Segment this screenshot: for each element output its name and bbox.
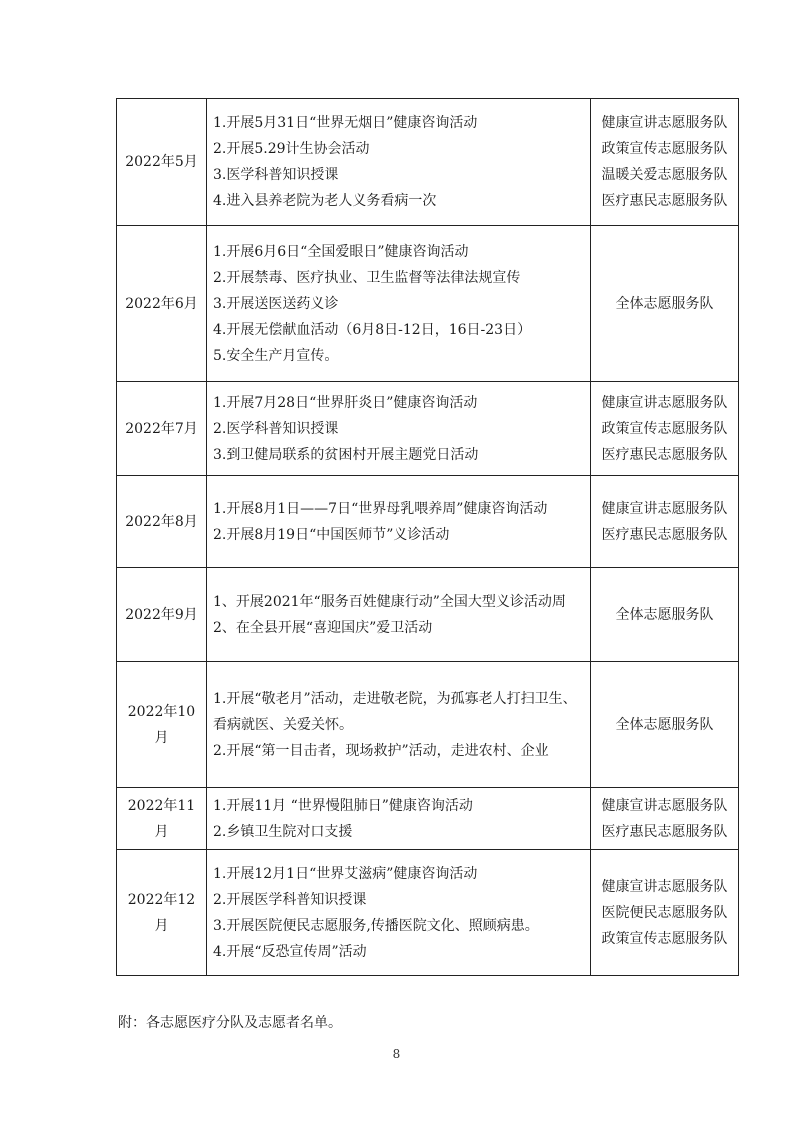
table-row [117, 788, 739, 850]
table-row [117, 226, 739, 382]
activities-cell [207, 382, 591, 476]
table-row [117, 99, 739, 226]
activities-cell [207, 226, 591, 382]
team-name: 全体志愿服务队 [615, 716, 714, 733]
team-name: 健康宣讲志愿服务队 [601, 500, 728, 517]
activity-item: 4.开展无偿献血活动（6月8日-12日，16日-23日） [213, 321, 532, 338]
activities-cell [207, 476, 591, 568]
table-row [117, 476, 739, 568]
activity-item: 2、在全县开展“喜迎国庆”爱卫活动 [213, 619, 433, 636]
activity-item: 5.安全生产月宣传。 [213, 347, 339, 364]
activity-item: 1.开展8月1日——7日“世界母乳喂养周”健康咨询活动 [213, 500, 548, 517]
teams-cell [591, 850, 739, 976]
activity-item: 2.开展8月19日“中国医师节”义诊活动 [213, 526, 450, 543]
activity-item: 1.开展6月6日“全国爱眼日”健康咨询活动 [213, 243, 469, 260]
activity-item: 1.开展7月28日“世界肝炎日”健康咨询活动 [213, 394, 478, 411]
activity-item: 3.到卫健局联系的贫困村开展主题党日活动 [213, 446, 479, 463]
table-row [117, 568, 739, 662]
activity-item: 4.开展“反恐宣传周”活动 [213, 943, 367, 960]
activities-cell [207, 850, 591, 976]
activity-item: 3.开展医院便民志愿服务,传播医院文化、照顾病患。 [213, 917, 539, 934]
team-name: 政策宣传志愿服务队 [601, 420, 728, 437]
team-name: 全体志愿服务队 [615, 606, 714, 623]
team-name: 全体志愿服务队 [615, 295, 714, 312]
activity-item: 2.开展“第一目击者，现场救护”活动，走进农村、企业 [213, 742, 549, 759]
month-cell: 2022年10月 [117, 662, 207, 788]
table-row [117, 382, 739, 476]
activities-cell [207, 99, 591, 226]
activity-item: 3.医学科普知识授课 [213, 167, 339, 183]
activity-item: 1.开展“敬老月”活动，走进敬老院，为孤寡老人打扫卫生、看病就医、关爱关怀。 [213, 690, 577, 733]
team-name: 健康宣讲志愿服务队 [601, 115, 728, 131]
activity-item: 4.进入县养老院为老人义务看病一次 [213, 193, 437, 209]
table-row [117, 662, 739, 788]
activity-item: 3.开展送医送药义诊 [213, 295, 339, 312]
team-name: 医疗惠民志愿服务队 [601, 193, 728, 209]
activity-item: 2.乡镇卫生院对口支援 [213, 823, 353, 840]
activity-item: 2.开展禁毒、医疗执业、卫生监督等法律法规宣传 [213, 269, 521, 286]
activities-cell [207, 568, 591, 662]
activity-schedule-table [116, 98, 739, 976]
activity-item: 1.开展12月1日“世界艾滋病”健康咨询活动 [213, 865, 478, 882]
team-name: 健康宣讲志愿服务队 [601, 797, 728, 814]
team-name: 健康宣讲志愿服务队 [601, 878, 728, 895]
teams-cell [591, 382, 739, 476]
team-name: 医疗惠民志愿服务队 [601, 823, 728, 840]
activities-cell [207, 788, 591, 850]
teams-cell [591, 476, 739, 568]
team-name: 政策宣传志愿服务队 [601, 930, 728, 947]
team-name: 医院便民志愿服务队 [601, 904, 728, 921]
team-name: 政策宣传志愿服务队 [601, 141, 728, 157]
month-cell: 2022年7月 [117, 382, 207, 476]
table-row [117, 850, 739, 976]
month-cell: 2022年12月 [117, 850, 207, 976]
month-cell: 2022年11月 [117, 788, 207, 850]
teams-cell [591, 99, 739, 226]
teams-cell [591, 662, 739, 788]
teams-cell [591, 568, 739, 662]
activity-item: 2.开展5.29计生协会活动 [213, 141, 370, 157]
activity-item: 1、开展2021年“服务百姓健康行动”全国大型义诊活动周 [213, 593, 566, 610]
team-name: 健康宣讲志愿服务队 [601, 394, 728, 411]
footnote: 附：各志愿医疗分队及志愿者名单。 [118, 1015, 342, 1031]
activities-cell [207, 662, 591, 788]
month-cell: 2022年8月 [117, 476, 207, 568]
page-number: 8 [392, 1047, 401, 1061]
activity-item: 2.开展医学科普知识授课 [213, 891, 367, 908]
activity-item: 1.开展5月31日“世界无烟日”健康咨询活动 [213, 115, 478, 131]
activity-item: 2.医学科普知识授课 [213, 420, 339, 437]
teams-cell [591, 226, 739, 382]
team-name: 医疗惠民志愿服务队 [601, 526, 728, 543]
month-cell: 2022年9月 [117, 568, 207, 662]
teams-cell [591, 788, 739, 850]
month-cell: 2022年6月 [117, 226, 207, 382]
month-cell: 2022年5月 [117, 99, 207, 226]
team-name: 温暖关爱志愿服务队 [601, 167, 728, 183]
activity-item: 1.开展11月 “世界慢阻肺日”健康咨询活动 [213, 797, 473, 814]
team-name: 医疗惠民志愿服务队 [601, 446, 728, 463]
